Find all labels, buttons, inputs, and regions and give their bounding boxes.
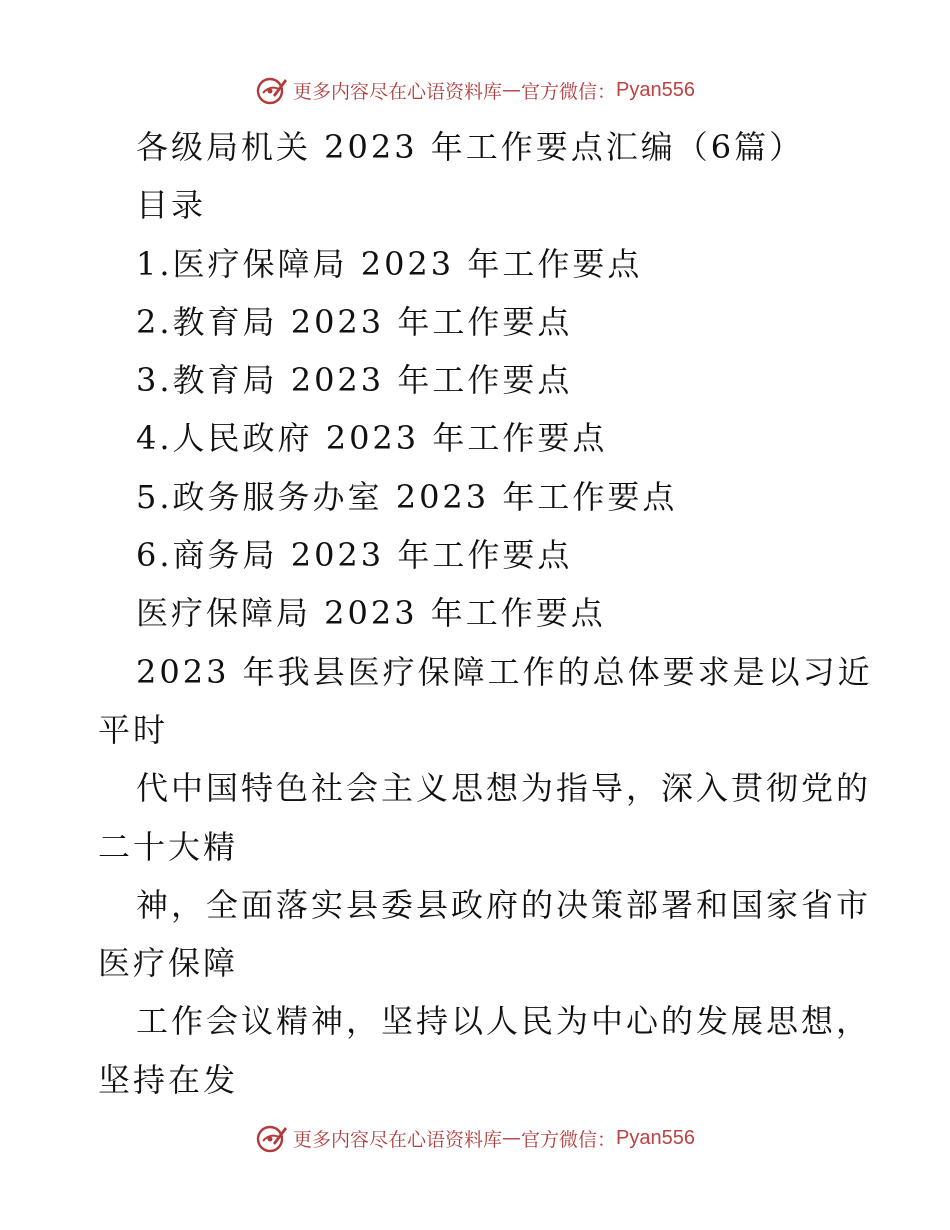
pen-logo-icon	[255, 1121, 289, 1155]
banner-wechat-id: Pyan556	[616, 78, 695, 101]
section-title: 医疗保障局 2023 年工作要点	[136, 594, 606, 633]
toc-item-6: 6.商务局 2023 年工作要点	[136, 536, 573, 575]
toc-item-2: 2.教育局 2023 年工作要点	[136, 302, 573, 341]
toc-item-3: 3.教育局 2023 年工作要点	[136, 361, 573, 400]
body-line: 神，全面落实县委县政府的决策部署和国家省市	[136, 885, 872, 924]
body-line: 2023 年我县医疗保障工作的总体要求是以习近	[136, 652, 873, 691]
document-title: 各级局机关 2023 年工作要点汇编（6篇）	[136, 128, 805, 166]
banner-official-label: 官方微信：	[521, 80, 617, 103]
body-line: 医疗保障	[98, 944, 239, 983]
body-line: 平时	[98, 710, 169, 749]
watermark-banner-bottom	[0, 1118, 950, 1158]
banner-main-text: 更多内容尽在心语资料库	[293, 80, 503, 103]
body-line: 代中国特色社会主义思想为指导，深入贯彻党的	[136, 769, 872, 808]
body-line: 坚持在发	[98, 1060, 239, 1099]
banner-dash: —	[502, 1127, 522, 1149]
toc-heading: 目录	[136, 186, 207, 225]
toc-item-5: 5.政务服务办室 2023 年工作要点	[136, 477, 678, 516]
document-body	[98, 118, 898, 1109]
pen-logo-icon	[255, 73, 289, 107]
body-line: 工作会议精神，坚持以人民为中心的发展思想，	[136, 1002, 872, 1041]
body-line: 二十大精	[98, 827, 239, 866]
banner-official-label: 官方微信：	[521, 1128, 617, 1151]
watermark-banner-top	[0, 70, 950, 110]
banner-wechat-id: Pyan556	[616, 1126, 695, 1149]
toc-item-4: 4.人民政府 2023 年工作要点	[136, 419, 608, 458]
banner-dash: —	[502, 79, 522, 101]
toc-item-1: 1.医疗保障局 2023 年工作要点	[136, 244, 643, 283]
banner-main-text: 更多内容尽在心语资料库	[293, 1128, 503, 1151]
